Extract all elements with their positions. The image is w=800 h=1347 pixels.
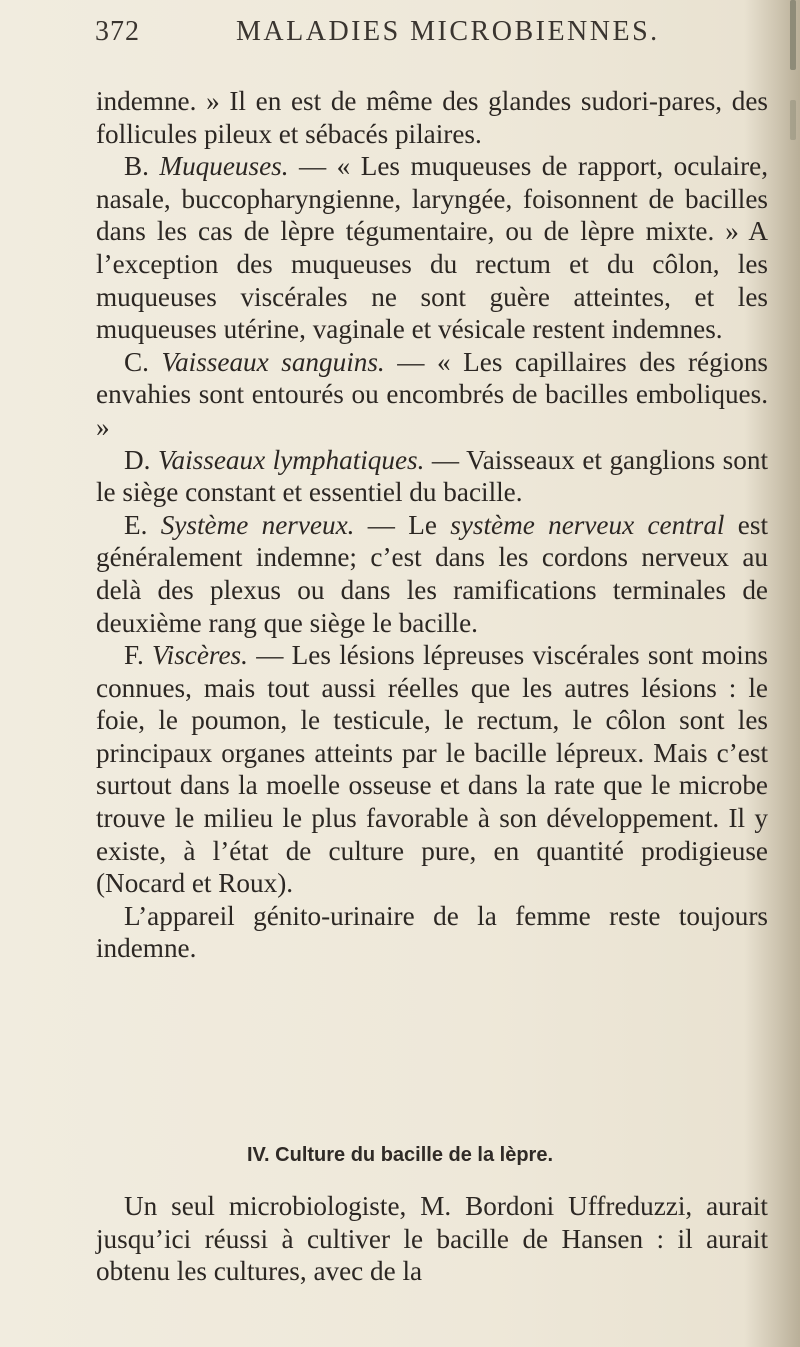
subsection-title: Système nerveux.: [160, 509, 355, 540]
subsection-title: Viscères.: [152, 640, 248, 671]
subsection-title: Vaisseaux sanguins.: [161, 346, 385, 377]
section-label: E.: [124, 509, 148, 540]
page-header: [95, 16, 775, 56]
page-edge-mark: [790, 100, 796, 140]
main-text: [96, 85, 768, 965]
running-title: MALADIES MICROBIENNES.: [236, 16, 660, 47]
section-label: C.: [124, 346, 149, 377]
paragraph-text: — Les lésions lépreuses viscérales sont moins connues, mais tout aussi réelles que les autres lésions : le foie, le poumon, le testicule, le rectum, le côlon sont les principaux organes atteints par le bacille lépreux. Mais c’est surtout dans la moelle osseuse et dans la rate que le microbe trouve le milieu le plus favorable à son développement. Il y existe, à l’état de culture pure, en quantité prodigieuse (Nocard et Roux).: [96, 640, 768, 899]
paragraph-systeme-nerveux: [96, 509, 768, 639]
paragraph-visceres: [96, 639, 768, 900]
paragraph-text: est généralement indemne; c’est dans les cordons nerveux au delà des plexus ou dans les ramifications terminales de deuxième rang que siège le bacille.: [96, 509, 768, 638]
emphasis-text: système nerveux central: [450, 509, 725, 540]
section-label: D.: [124, 444, 151, 475]
paragraph-text: — « Les capillaires des régions envahies sont entourés ou encombrés de bacilles emboliques. »: [96, 346, 769, 442]
paragraph-muqueuses: [96, 150, 768, 346]
paragraph-culture: Un seul microbiologiste, M. Bordoni Uffreduzzi, aurait jusqu’ici réussi à cultiver le bacille de Hansen : il aurait obtenu les cultures, avec de la: [96, 1191, 768, 1287]
subsection-title: Muqueuses.: [159, 151, 289, 182]
paragraph-continuation: indemne. » Il en est de même des glandes sudori-pares, des follicules pileux et sébacés pilaires.: [96, 86, 768, 149]
subsection-title: Vaisseaux lymphatiques.: [157, 444, 425, 475]
page-number: 372: [95, 16, 140, 47]
paragraph-vaisseaux-sanguins: [96, 346, 768, 444]
paragraph-text: — « Les muqueuses de rapport, oculaire, nasale, buccopharyngienne, laryngée, foisonnent de bacilles dans les cas de lèpre tégumentaire, ou de lèpre mixte. » A l’exception des muqueuses du rectum et du côlon, les muqueuses viscérales ne sont guère atteintes, et les muqueuses utérine, vaginale et vésicale restent indemnes.: [96, 151, 769, 345]
closing-text: [96, 1190, 768, 1288]
paragraph-vaisseaux-lymphatiques: [96, 444, 768, 509]
section-label: F.: [124, 640, 144, 671]
paragraph-text: — Vaisseaux et ganglions sont le siège constant et essentiel du bacille.: [96, 444, 768, 508]
paragraph-genito-urinaire: L’appareil génito-urinaire de la femme reste toujours indemne.: [96, 900, 768, 964]
page-edge-mark: [790, 0, 796, 70]
paragraph-text: — Le: [354, 509, 451, 540]
section-label: B.: [124, 151, 149, 182]
section-heading: IV. Culture du bacille de la lèpre.: [246, 1144, 554, 1166]
